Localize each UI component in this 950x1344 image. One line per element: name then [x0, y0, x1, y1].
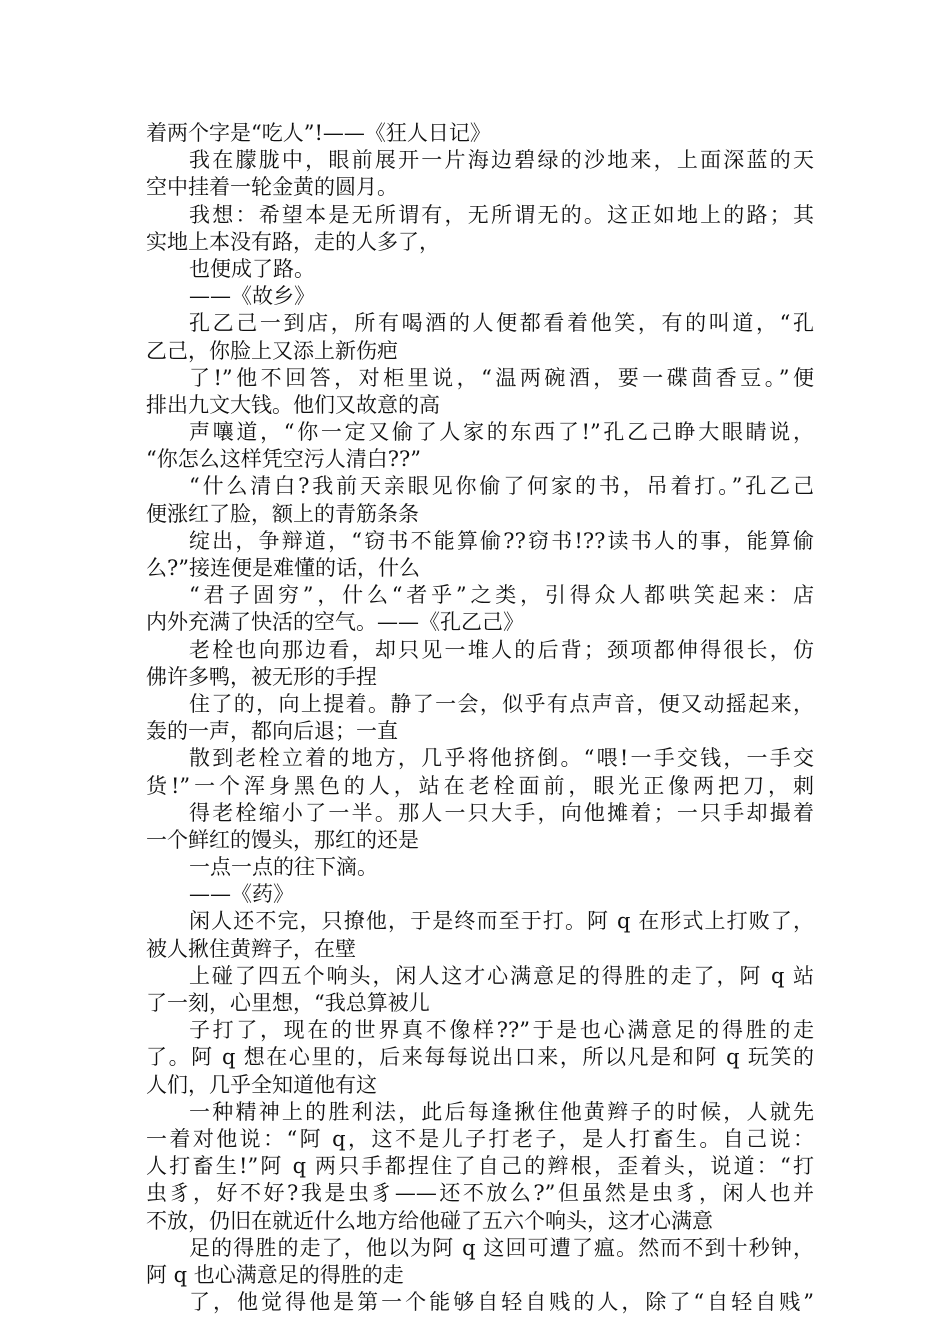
text-line: 得老栓缩小了一半。那人一只大手，向他摊着；一只手却撮着 — [189, 800, 814, 825]
text-line: 一种精神上的胜利法，此后每逢揪住他黄辫子的时候，人就先 — [189, 1099, 814, 1124]
text-line: 了!”他不回答，对柜里说，“温两碗酒，要一碟茴香豆。”便 — [189, 365, 814, 390]
text-line: 我在朦胧中，眼前展开一片海边碧绿的沙地来，上面深蓝的天 — [189, 148, 814, 173]
text-line: 声嚷道，“你一定又偷了人家的东西了!”孔乙己睁大眼睛说， — [189, 420, 814, 445]
text-line: 着两个字是“吃人”!——《狂人日记》 — [146, 121, 491, 145]
text-line: 货!”一个浑身黑色的人，站在老栓面前，眼光正像两把刀，刺 — [146, 773, 814, 798]
text-line: 不放，仍旧在就近什么地方给他碰了五六个响头，这才心满意 — [146, 1208, 713, 1233]
text-line: 住了的，向上提着。静了一会，似乎有点声音，便又动摇起来， — [189, 691, 814, 716]
text-line: 排出九文大钱。他们又故意的高 — [146, 392, 440, 417]
text-line: “君子固穷”，什么“者乎”之类，引得众人都哄笑起来：店 — [189, 583, 814, 608]
text-line: 内外充满了快活的空气。——《孔乙己》 — [146, 610, 524, 635]
text-line: 了一刻，心里想，“我总算被儿 — [146, 991, 430, 1015]
text-line: 轰的一声，都向后退；一直 — [146, 719, 398, 744]
text-line: “什么清白?我前天亲眼见你偷了何家的书，吊着打。”孔乙己 — [189, 474, 814, 499]
text-line: 人打畜生!”阿 q 两只手都捏住了自己的辫根，歪着头，说道：“打 — [146, 1154, 814, 1179]
text-line: 佛许多鸭，被无形的手捏 — [146, 664, 377, 689]
text-line: 实地上本没有路，走的人多了， — [146, 229, 440, 254]
text-line: ——《故乡》 — [189, 284, 315, 309]
document-page — [146, 120, 814, 1316]
text-line: 阿 q 也心满意足的得胜的走 — [146, 1262, 404, 1287]
text-line: 绽出，争辩道，“窃书不能算偷??窃书!??读书人的事，能算偷 — [189, 528, 814, 553]
text-line: 也便成了路。 — [189, 256, 315, 281]
text-line: 人们，几乎全知道他有这 — [146, 1072, 377, 1097]
text-line: 子打了，现在的世界真不像样??”于是也心满意足的得胜的走 — [189, 1018, 814, 1043]
text-line: 散到老栓立着的地方，几乎将他挤倒。“喂!一手交钱，一手交 — [189, 746, 814, 771]
text-line: 我想：希望本是无所谓有，无所谓无的。这正如地上的路；其 — [189, 202, 814, 227]
text-line: 一个鲜红的馒头，那红的还是 — [146, 827, 419, 852]
text-line: “你怎么这样凭空污人清白??” — [146, 447, 421, 472]
text-line: 被人揪住黄辫子，在壁 — [146, 936, 356, 961]
text-line: 孔乙己一到店，所有喝酒的人便都看着他笑，有的叫道，“孔 — [189, 311, 814, 336]
text-line: 一着对他说：“阿 q，这不是儿子打老子，是人打畜生。自己说： — [146, 1126, 814, 1151]
text-line: 了。阿 q 想在心里的，后来每每说出口来，所以凡是和阿 q 玩笑的 — [146, 1045, 814, 1070]
text-line: 足的得胜的走了，他以为阿 q 这回可遭了瘟。然而不到十秒钟， — [189, 1235, 814, 1260]
text-line: 便涨红了脸，额上的青筋条条 — [146, 501, 419, 526]
text-line: 空中挂着一轮金黄的圆月。 — [146, 175, 398, 200]
text-line: 一点一点的往下滴。 — [189, 855, 378, 880]
text-line: 闲人还不完，只撩他，于是终而至于打。阿 q 在形式上打败了， — [189, 909, 814, 934]
text-line: 么?”接连便是难懂的话，什么 — [146, 556, 420, 580]
text-line: 了，他觉得他是第一个能够自轻自贱的人，除了“自轻自贱” — [189, 1290, 814, 1315]
text-line: ——《药》 — [189, 882, 294, 907]
text-line: 老栓也向那边看，却只见一堆人的后背；颈项都伸得很长，仿 — [189, 637, 814, 662]
text-line: 乙己，你脸上又添上新伤疤 — [146, 338, 398, 363]
text-line: 上碰了四五个响头，闲人这才心满意足的得胜的走了，阿 q 站 — [189, 963, 814, 988]
text-line: 虫豸，好不好?我是虫豸——还不放么?”但虽然是虫豸，闲人也并 — [146, 1181, 814, 1206]
